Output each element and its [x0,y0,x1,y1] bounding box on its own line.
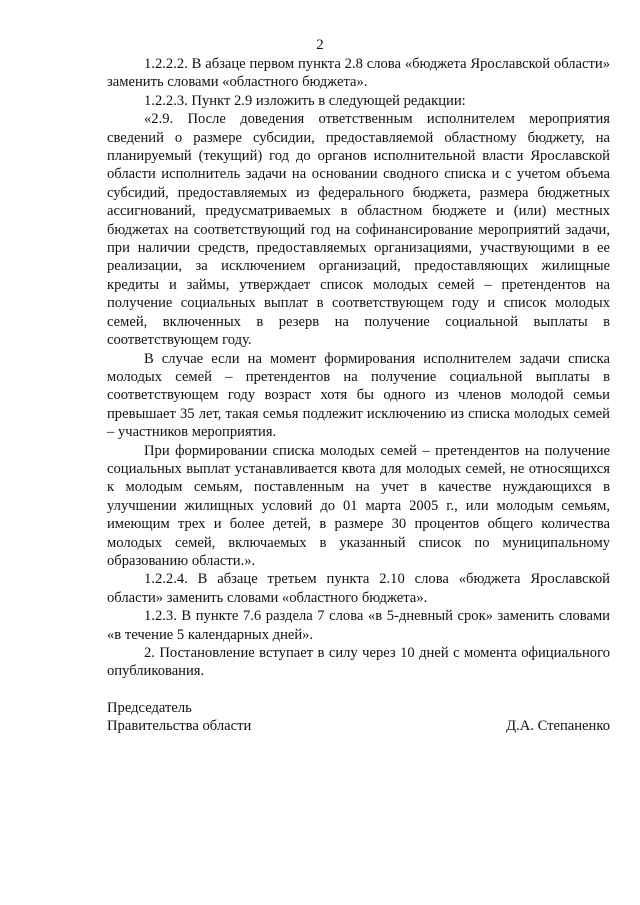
paragraph-1-2-3: 1.2.3. В пункте 7.6 раздела 7 слова «в 5-дневный срок» заменить словами «в течение 5 календарных дней». [107,608,610,643]
paragraph-1-2-2-4: 1.2.2.4. В абзаце третьем пункта 2.10 слова «бюджета Ярославской области» заменить словами «областного бюджета». [107,571,610,606]
page-number: 2 [316,37,324,53]
paragraph-1-2-2-2: 1.2.2.2. В абзаце первом пункта 2.8 слова «бюджета Ярославской области» заменить словами «областного бюджета». [107,56,610,91]
paragraph-age-limit: В случае если на момент формирования исполнителем задачи списка молодых семей – претендентов на получение социальной выплаты в соответствующем году возраст хотя бы одного из членов молодой семьи превышает 35 лет, такая семья подлежит исключению из списка молодых семей – участников мероприятия. [107,350,610,441]
signatory-title-line1: Председатель [107,700,192,716]
signature-block [107,699,610,736]
paragraph-effective-date: 2. Постановление вступает в силу через 10 дней с момента официального опубликования. [107,645,610,680]
paragraph-1-2-2-3: 1.2.2.3. Пункт 2.9 изложить в следующей редакции: [144,92,466,109]
signatory-title-line2: Правительства области [107,718,252,735]
paragraph-2-9: «2.9. После доведения ответственным исполнителем мероприятия сведений о размере субсидии, предоставляемой областному бюджету, на планируемый (текущий) год до органов исполнительной власти Ярославской области исполнитель задачи на основании сводного списка и с учетом объема субсидий, предоставляемых из федерального бюджета, размера бюджетных ассигнований, предусматриваемых в областном бюджете и (или) местных бюджетах на соответствующий год на софинансирование мероприятий задачи, при наличии средств, предоставляемых организациями, участвующими в ее реализации, за исключением организаций, предоставляющих жилищные кредиты и займы, утверждает список молодых семей – претендентов на получение социальных выплат в соответствующем году и список молодых семей, включенных в резерв на получение социальной выплаты в соответствующем году. [107,111,610,349]
paragraph-quota: При формировании списка молодых семей – претендентов на получение социальных выплат устанавливается квота для молодых семей, не относящихся к молодым семьям, поставленным на учет в качестве нуждающихся в улучшении жилищных условий до 01 марта 2005 г., или молодым семьям, имеющим трех и более детей, в размере 30 процентов общего количества молодых семей, включаемых в указанный список по муниципальному образованию области.». [107,442,610,569]
document-body [107,55,610,681]
signatory-name: Д.А. Степаненко [506,718,610,735]
signatory-row [107,717,610,735]
